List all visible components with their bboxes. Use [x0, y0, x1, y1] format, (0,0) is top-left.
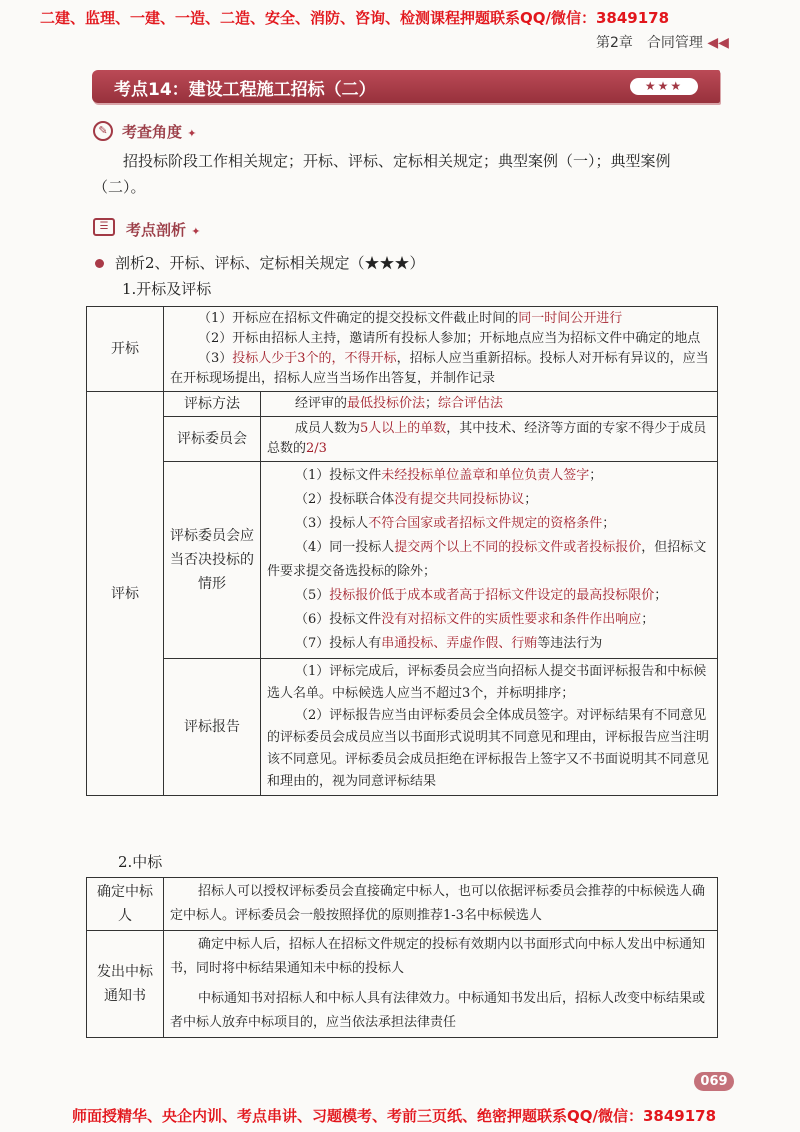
analysis-icon: ☰ — [93, 218, 115, 236]
highlight-span: 没有提交共同投标协议 — [394, 492, 525, 507]
difficulty-stars: ★★★ — [630, 78, 698, 95]
diamond-icon: ✦ — [191, 225, 201, 238]
text-span: （1）开标应在招标文件确定的提交投标文件截止时间的 — [198, 311, 519, 326]
open-label: 开标 — [87, 307, 164, 392]
pencil-icon: ✎ — [93, 121, 113, 141]
text-span: ； — [641, 612, 655, 627]
table-row — [87, 462, 718, 659]
open-item-2: （2）开标由招标人主持，邀请所有投标人参加；开标地点应当为招标文件中确定的地点 — [198, 331, 701, 346]
highlight-span: 同一时间公开进行 — [518, 311, 623, 326]
reject-item-1 — [267, 464, 711, 488]
reject-item-7 — [267, 632, 711, 656]
highlight-span: 没有对招标文件的实质性要求和条件作出响应 — [381, 612, 642, 627]
report-item-1: （1）评标完成后，评标委员会应当向招标人提交书面评标报告和中标候选人名单。中标候选人应当不超过3个，并标明排序； — [267, 664, 707, 701]
reject-item-6 — [267, 608, 711, 632]
text-span: （3）投标人 — [295, 516, 369, 531]
topic-title: 考点14：建设工程施工招标（二） — [114, 80, 376, 100]
text-span: ； — [654, 588, 668, 603]
open-content — [164, 307, 718, 392]
angle-heading-text: 考查角度 — [122, 123, 183, 141]
analysis-heading — [126, 219, 200, 240]
open-item-1 — [170, 309, 711, 329]
text-span: 经评审的 — [295, 396, 348, 411]
text-span: （7）投标人有 — [295, 636, 382, 651]
chapter-arrow-icon: ◀◀ — [707, 35, 729, 51]
section-2-heading: 2.中标 — [118, 853, 163, 871]
report-label: 评标报告 — [164, 659, 261, 796]
decide-label: 确定中标人 — [87, 878, 164, 931]
report-item-2: （2）评标报告应当由评标委员会全体成员签字。对评标结果有不同意见的评标委员会成员应当以书面形式说明其不同意见和理由，评标报告应当注明该不同意见。评标委员会成员拒绝在评标报告上签字又不书面说明其不同意见和理由的，视为同意评标结果 — [267, 708, 710, 789]
highlight-span: 综合评估法 — [438, 396, 504, 411]
method-label: 评标方法 — [164, 392, 261, 417]
diamond-icon: ✦ — [187, 127, 197, 140]
text-span: 成员人数为 — [295, 421, 361, 436]
analysis-subheading: 剖析2、开标、评标、定标相关规定（★★★） — [115, 254, 425, 272]
highlight-span: 提交两个以上不同的投标文件或者投标报价 — [394, 540, 642, 555]
text-span: ； — [524, 492, 538, 507]
text-span: ，招标人应当重新招标。投标人对开标有异议的，应当在开标现场提出，招标人应当当场作出答复，并制作记录 — [170, 351, 709, 386]
eval-label: 评标 — [87, 392, 164, 796]
text-span: （2）投标联合体 — [295, 492, 395, 507]
notice-content — [164, 931, 718, 1038]
method-content — [261, 392, 718, 417]
chapter-header — [596, 32, 729, 52]
highlight-span: 5人以上的单数 — [360, 421, 447, 436]
text-span: （1）投标文件 — [295, 468, 382, 483]
decide-content: 招标人可以授权评标委员会直接确定中标人，也可以依据评标委员会推荐的中标候选人确定中标人。评标委员会一般按照择优的原则推荐1-3名中标候选人 — [164, 878, 718, 931]
notice-item-2: 中标通知书对招标人和中标人具有法律效力。中标通知书发出后，招标人改变中标结果或者中标人放弃中标项目的，应当依法承担法律责任 — [170, 991, 706, 1030]
report-content — [261, 659, 718, 796]
table-row — [87, 931, 718, 1038]
highlight-span: 投标报价低于成本或者高于招标文件设定的最高投标限价 — [329, 588, 655, 603]
text-span: （4）同一投标人 — [295, 540, 395, 555]
reject-item-5 — [267, 584, 711, 608]
highlight-span: 投标人少于3个的，不得开标 — [232, 351, 397, 366]
highlight-span: 2/3 — [306, 441, 327, 456]
angle-heading — [122, 121, 196, 142]
top-banner: 二建、监理、一建、一造、二造、安全、消防、咨询、检测课程押题联系QQ/微信：3849178 — [40, 9, 670, 27]
bullet-icon — [95, 259, 104, 268]
bottom-banner: 师面授精华、央企内训、考点串讲、习题模考、考前三页纸、绝密押题联系QQ/微信：3849178 — [72, 1107, 717, 1125]
text-span: ，其中技术、经济等方面的专家不得少于成员总数的 — [267, 421, 707, 456]
text-span: （3） — [198, 351, 233, 366]
text-span: 等违法行为 — [537, 636, 603, 651]
table-row — [87, 417, 718, 462]
notice-label: 发出中标通知书 — [87, 931, 164, 1038]
section-1-heading: 1.开标及评标 — [122, 280, 212, 298]
text-span: ； — [425, 396, 439, 411]
open-item-3 — [170, 349, 711, 389]
chapter-title: 第2章 合同管理 — [596, 35, 703, 51]
reject-item-2 — [267, 488, 711, 512]
committee-label: 评标委员会 — [164, 417, 261, 462]
text-span: （6）投标文件 — [295, 612, 382, 627]
highlight-span: 不符合国家或者招标文件规定的资格条件 — [368, 516, 603, 531]
page-number: 069 — [694, 1072, 734, 1091]
reject-label: 评标委员会应当否决投标的情形 — [164, 462, 261, 659]
text-span: ，但招标文件要求提交备选投标的除外； — [267, 540, 707, 579]
award-table — [86, 877, 718, 1038]
table-row — [87, 307, 718, 392]
highlight-span: 最低投标价法 — [347, 396, 426, 411]
highlight-span: 串通投标、弄虚作假、行贿 — [381, 636, 538, 651]
text-span: （5） — [295, 588, 330, 603]
open-eval-table — [86, 306, 718, 796]
highlight-span: 未经投标单位盖章和单位负责人签字 — [381, 468, 590, 483]
angle-text: 招投标阶段工作相关规定；开标、评标、定标相关规定；典型案例（一）；典型案例（二）。 — [93, 152, 671, 196]
table-row — [87, 878, 718, 931]
table-row — [87, 392, 718, 417]
analysis-heading-text: 考点剖析 — [126, 221, 187, 239]
topic-title-bar — [92, 70, 720, 103]
reject-content — [261, 462, 718, 659]
committee-content — [261, 417, 718, 462]
text-span: ； — [589, 468, 603, 483]
reject-item-3 — [267, 512, 711, 536]
text-span: ； — [602, 516, 616, 531]
table-row — [87, 659, 718, 796]
notice-item-1: 确定中标人后，招标人在招标文件规定的投标有效期内以书面形式向中标人发出中标通知书，同时将中标结果通知未中标的投标人 — [170, 937, 706, 976]
reject-item-4 — [267, 536, 711, 584]
